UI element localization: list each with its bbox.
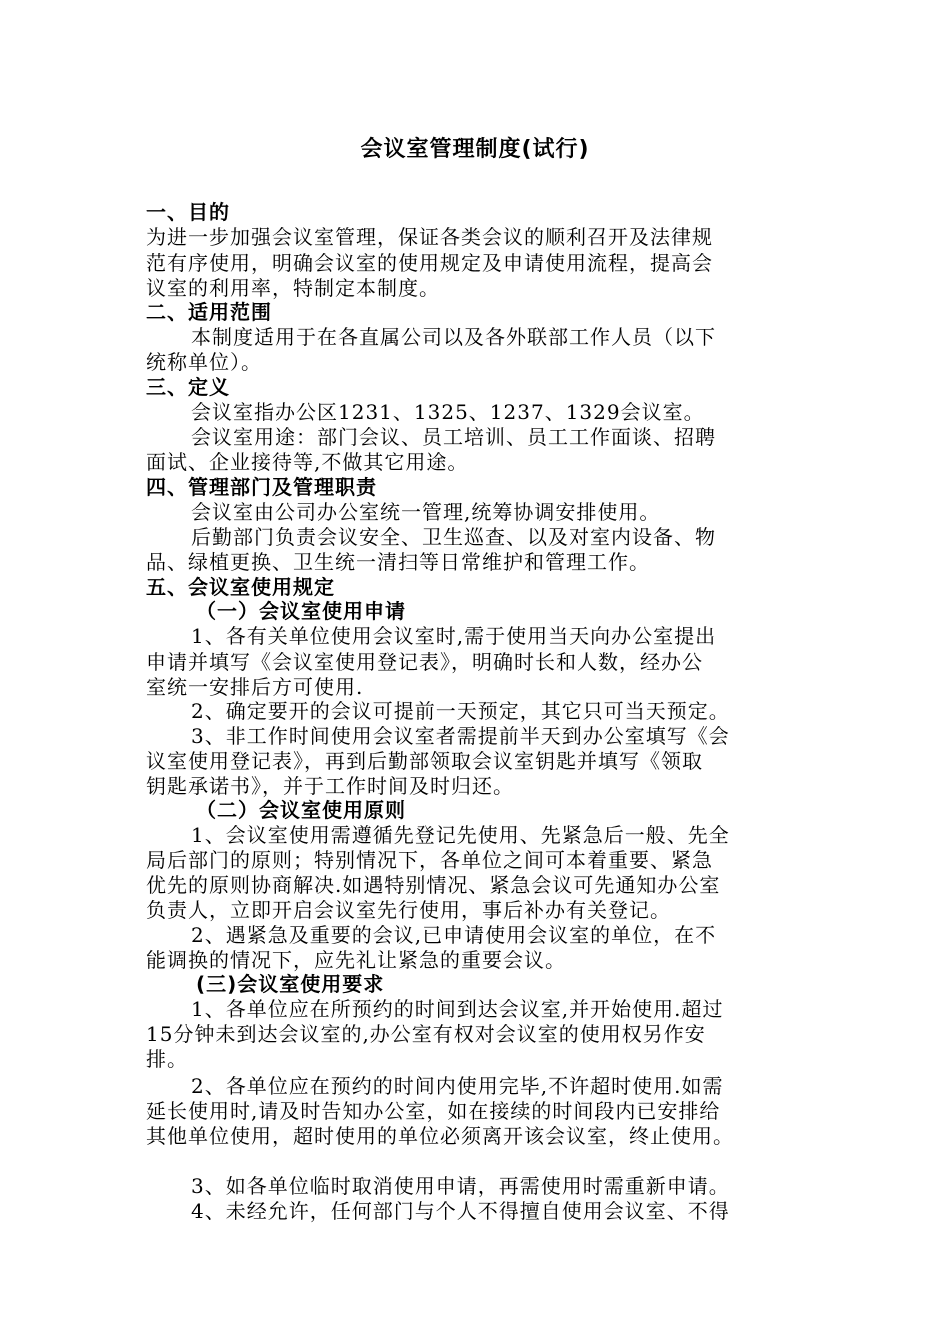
text-line: 2、确定要开的会议可提前一天预定，其它只可当天预定。	[191, 699, 730, 723]
text-line: 1、各有关单位使用会议室时,需于使用当天向办公室提出	[191, 624, 717, 648]
text-line: 范有序使用，明确会议室的使用规定及申请使用流程，提高会	[146, 251, 713, 275]
text-line: 3、如各单位临时取消使用申请，再需使用时需重新申请。	[191, 1174, 730, 1198]
text-line: 为进一步加强会议室管理，保证各类会议的顺利召开及法律规	[146, 225, 713, 249]
text-line: 后勤部门负责会议安全、卫生巡查、以及对室内设备、物	[191, 525, 716, 549]
text-line: 会议室由公司办公室统一管理,统筹协调安排使用。	[191, 500, 661, 524]
text-line: 3、非工作时间使用会议室者需提前半天到办公室填写《会	[191, 724, 730, 748]
subsection-heading-application: （一）会议室使用申请	[196, 599, 406, 623]
text-line: 会议室用途：部门会议、员工培训、员工工作面谈、招聘	[191, 425, 716, 449]
text-line: 局后部门的原则；特别情况下，各单位之间可本着重要、紧急	[146, 848, 713, 872]
section-heading-scope: 二、适用范围	[146, 300, 272, 324]
text-line: 面试、企业接待等,不做其它用途。	[146, 450, 469, 474]
section-heading-purpose: 一、目的	[146, 200, 230, 224]
text-line: 其他单位使用，超时使用的单位必须离开该会议室，终止使用。	[146, 1124, 734, 1148]
text-line: 议室使用登记表》，再到后勤部领取会议室钥匙并填写《领取	[146, 749, 703, 773]
text-line: 4、未经允许，任何部门与个人不得擅自使用会议室、不得	[191, 1199, 730, 1223]
text-line: 15分钟未到达会议室的,办公室有权对会议室的使用权另作安	[146, 1022, 706, 1046]
text-line: 申请并填写《会议室使用登记表》，明确时长和人数，经办公	[146, 650, 703, 674]
text-line: 优先的原则协商解决.如遇特别情况、紧急会议可先通知办公室	[146, 873, 721, 897]
section-heading-definition: 三、定义	[146, 375, 230, 399]
section-heading-usage-rules: 五、会议室使用规定	[146, 575, 335, 599]
text-line: 排。	[146, 1047, 188, 1071]
text-line: 品、绿植更换、卫生统一清扫等日常维护和管理工作。	[146, 550, 650, 574]
text-line: 统称单位）。	[146, 350, 262, 374]
subsection-heading-principles: （二）会议室使用原则	[196, 798, 406, 822]
text-line: 1、各单位应在所预约的时间到达会议室,并开始使用.超过	[191, 997, 724, 1021]
text-line: 1、会议室使用需遵循先登记先使用、先紧急后一般、先全	[191, 823, 730, 847]
text-line: 负责人，立即开启会议室先行使用，事后补办有关登记。	[146, 898, 671, 922]
text-line: 能调换的情况下，应先礼让紧急的重要会议。	[146, 948, 566, 972]
section-heading-management: 四、管理部门及管理职责	[146, 475, 377, 499]
document-title: 会议室管理制度(试行)	[360, 137, 590, 162]
text-line: 会议室指办公区1231、1325、1237、1329会议室。	[191, 400, 705, 424]
text-line: 2、各单位应在预约的时间内使用完毕,不许超时使用.如需	[191, 1074, 724, 1098]
text-line: 2、遇紧急及重要的会议,已申请使用会议室的单位，在不	[191, 923, 717, 947]
text-line: 钥匙承诺书》，并于工作时间及时归还。	[146, 774, 514, 798]
subsection-heading-requirements: (三)会议室使用要求	[196, 972, 385, 996]
text-line: 延长使用时,请及时告知办公室，如在接续的时间段内已安排给	[146, 1099, 721, 1123]
text-line: 本制度适用于在各直属公司以及各外联部工作人员（以下	[191, 325, 716, 349]
text-line: 议室的利用率，特制定本制度。	[146, 276, 440, 300]
text-line: 室统一安排后方可使用.	[146, 675, 364, 699]
